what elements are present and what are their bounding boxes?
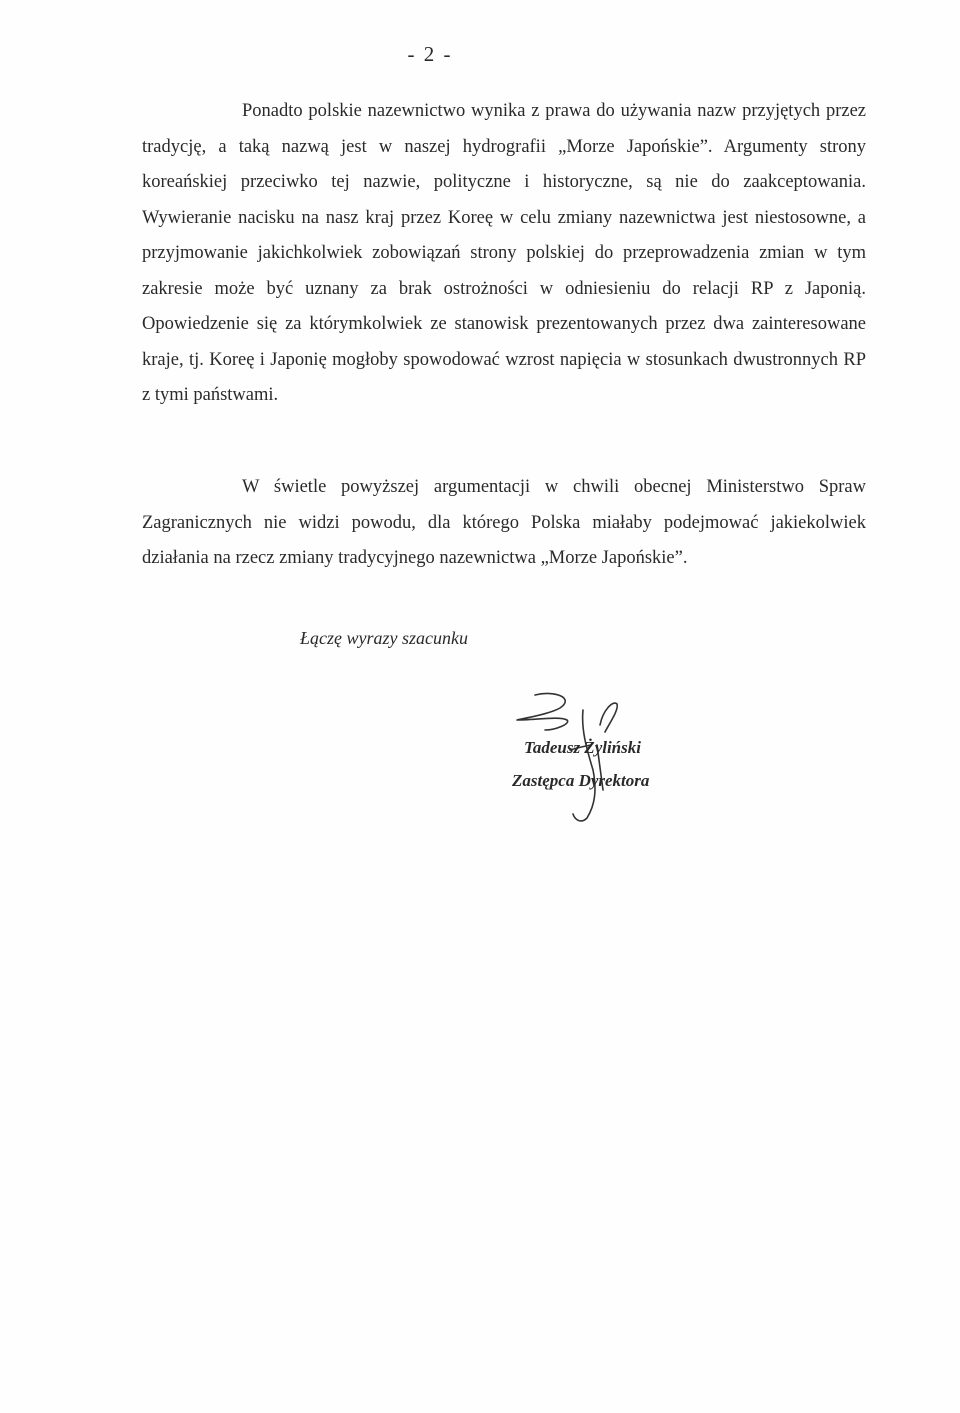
paragraph-2: W świetle powyższej argumentacji w chwili obecnej Ministerstwo Spraw Zagranicznych nie widzi powodu, dla którego Polska miałaby podejmować jakiekolwiek działania na rzecz zmiany tradycyjnego nazewnictwa „Morze Japońskie”.	[142, 477, 866, 568]
handwritten-signature	[505, 690, 655, 830]
closing-salutation: Łączę wyrazy szacunku	[300, 628, 468, 648]
signer-name: Tadeusz Żyliński	[524, 738, 641, 757]
page-number: - 2 -	[407, 42, 453, 66]
paragraph-1: Ponadto polskie nazewnictwo wynika z prawa do używania nazw przyjętych przez tradycję, a taką nazwą jest w naszej hydrografii „Morze Japońskie”. Argumenty strony koreańskiej przeciwko tej nazwie, polityczne i historyczne, są nie do zaakceptowania. Wywieranie nacisku na nasz kraj przez Koreę w celu zmiany nazewnictwa jest niestosowne, a przyjmowanie jakichkolwiek zobowiązań strony polskiej do przeprowadzenia zmian w tym zakresie może być uznany za brak ostrożności w odniesieniu do relacji RP z Japonią. Opowiedzenie się za którymkolwiek ze stanowisk prezentowanych przez dwa zainteresowane kraje, tj. Koreę i Japonię mogłoby spowodować wzrost napięcia w stosunkach dwustronnych RP z tymi państwami.	[142, 101, 866, 405]
signer-title: Zastępca Dyrektora	[512, 771, 650, 790]
